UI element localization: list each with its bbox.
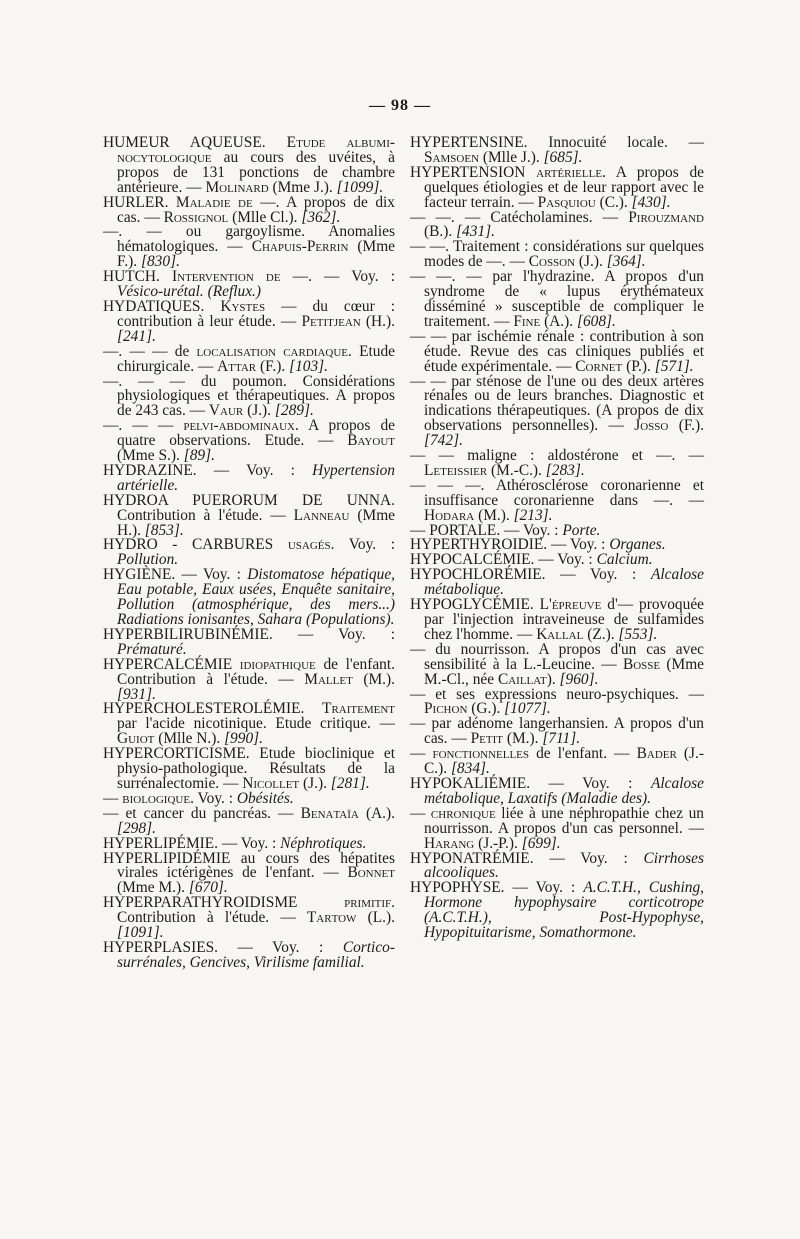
italic-text: Pollution.	[117, 551, 179, 569]
italic-text: Distomatose hépatique, Eau potable, Eaux usées, Enquête sanitaire, Pollution (atmosphérique, des mers...) Radiations ionisantes, Sahara (Populations).	[117, 566, 395, 628]
small-caps-text: pelvi-abdominaux	[183, 417, 295, 435]
small-caps-text: Kallal	[536, 625, 584, 643]
italic-text: Alcalose métabolique.	[424, 566, 704, 599]
small-caps-text: Petit	[470, 730, 503, 748]
index-entry	[103, 372, 395, 420]
small-caps-text: primitif	[344, 894, 392, 912]
small-caps-text: Nicollet	[242, 774, 300, 792]
italic-text: Cirrhoses alcooliques.	[424, 849, 704, 882]
italic-text: Vésico-urétal. (Reflux.)	[117, 283, 262, 301]
italic-text: Obésités.	[236, 789, 294, 807]
small-caps-text: Leteissier	[424, 461, 488, 479]
entry-text: —	[410, 745, 433, 763]
small-caps-text: Petitjean	[301, 312, 361, 330]
index-entry	[103, 804, 395, 837]
index-column-right	[410, 136, 704, 941]
small-caps-text: Intervention de	[171, 268, 281, 286]
small-caps-text: Molinard	[205, 178, 269, 196]
entry-text: HYPONATRÉMIE. — Voy. :	[410, 849, 644, 867]
italic-text: Organes.	[609, 536, 666, 554]
small-caps-text: Benataïa	[300, 804, 359, 822]
small-caps-text: Vaur	[208, 402, 244, 420]
entry-text: HYPERTHYROIDIE. — Voy. :	[410, 536, 610, 554]
entry-text: —. — — du poumon. Considérations physiologiques et thérapeutiques. A propos de 243 cas. —	[103, 372, 395, 420]
italic-text: [699].	[521, 834, 561, 852]
entry-text: — et ses expressions neuro-psychiques. —	[410, 685, 704, 703]
small-caps-text: Pirouzmand	[628, 208, 704, 226]
index-entry	[410, 598, 704, 643]
entry-text: HUMEUR AQUEUSE.	[103, 134, 287, 151]
index-entry	[410, 717, 704, 747]
italic-text: Porte.	[562, 521, 601, 539]
entry-text: . A propos de quatre observations. Etude. —	[117, 417, 395, 450]
index-entry	[410, 747, 704, 777]
index-entry	[103, 625, 395, 658]
italic-text: [670].	[188, 879, 228, 897]
italic-text: Néphrotiques.	[280, 834, 367, 852]
index-entry	[103, 896, 395, 941]
entry-text: (P.).	[622, 357, 655, 375]
entry-text: (Mme J.).	[268, 178, 337, 196]
small-caps-text: Chapuis-Perrin	[251, 238, 349, 256]
small-caps-text: Samsoen	[424, 148, 480, 166]
index-entry	[410, 208, 704, 241]
entry-text: HYPOCHLORÉMIE. — Voy. :	[410, 566, 651, 584]
italic-text: [283].	[545, 461, 585, 479]
entry-text: (A.).	[358, 804, 395, 822]
entry-text: HYPOCALCÉMIE. — Voy. :	[410, 551, 597, 569]
italic-text: [685].	[543, 148, 583, 166]
italic-text: [742].	[424, 432, 463, 450]
entry-text: HYPOGLYCÉMIE.	[410, 596, 540, 614]
small-caps-text: Tartow	[306, 909, 357, 927]
entry-text: — par adénome langerhansien. A propos d'un cas. —	[410, 715, 704, 748]
small-caps-text: Guiot	[117, 730, 155, 748]
italic-text: [89].	[183, 447, 215, 465]
index-entry	[103, 491, 395, 539]
entry-text: (Mme M.-Cl., née	[424, 655, 705, 688]
entry-text: (J.).	[243, 402, 275, 420]
entry-text: (M.).	[352, 670, 395, 688]
italic-text: [298].	[117, 819, 156, 837]
entry-text: (Mlle Cl.).	[228, 208, 302, 226]
entry-text: HYPERTENSINE. Innocuité locale. —	[410, 134, 704, 151]
entry-text: —	[103, 789, 123, 807]
small-caps-text: Caillat	[497, 670, 547, 688]
small-caps-text: localisation cardiaque	[196, 342, 348, 360]
index-entry	[103, 538, 395, 568]
index-entry	[103, 655, 395, 703]
entry-text: — —. — par l'hydrazine. A propos d'un syndrome de « lupus érythémateux disséminé » susceptible de compliquer le traitement. —	[410, 268, 704, 330]
italic-text: Prématuré.	[117, 640, 187, 658]
small-caps-text: Lanneau	[293, 506, 350, 524]
entry-text: (F.).	[668, 417, 704, 435]
italic-text: [853].	[144, 521, 184, 539]
entry-text: (J.).	[299, 774, 331, 792]
small-caps-text: Bosse	[622, 655, 661, 673]
entry-text: d'— provoquée par l'injection intraveineuse de sulfamides chez l'homme. —	[424, 596, 704, 643]
entry-text: par l'acide nicotinique. Etude critique. —	[117, 715, 395, 733]
index-entry	[103, 747, 395, 792]
entry-text: (A.).	[540, 312, 577, 330]
italic-text: [362].	[301, 208, 341, 226]
italic-text: [990].	[224, 730, 263, 748]
italic-text: [1077].	[504, 700, 551, 718]
entry-text: HYDRO - CARBURES	[103, 536, 288, 554]
entry-text: (G.).	[467, 700, 505, 718]
entry-text: au cours des uvéites, à propos de 131 ponctions de chambre antérieure. —	[117, 148, 395, 196]
italic-text: [213].	[513, 506, 553, 524]
small-caps-text: Attar	[217, 357, 257, 375]
index-entry	[103, 297, 395, 345]
entry-text: —. — — de	[103, 342, 197, 360]
small-caps-text: artérielle	[536, 163, 603, 181]
entry-text: — du nourrisson. A propos d'un cas avec sensibilité à la L.-Leucine. —	[410, 640, 704, 673]
small-caps-text: Kystes	[220, 297, 266, 315]
index-entry	[103, 702, 395, 747]
italic-text: [931].	[117, 685, 156, 703]
index-entry	[410, 163, 704, 211]
italic-text: [711].	[542, 730, 581, 748]
small-caps-text: Cornet	[575, 357, 623, 375]
entry-text: (J.-C.).	[424, 745, 704, 778]
italic-text: [571].	[654, 357, 694, 375]
entry-text: —	[410, 804, 431, 822]
italic-text: [281].	[330, 774, 370, 792]
entry-text: — — par sténose de l'une ou des deux artères rénales ou de leurs branches. Diagnostic et indications thérapeutiques. (A propos de dix observations personnelles). —	[410, 372, 704, 435]
index-entry	[410, 881, 704, 941]
entry-text: (M.).	[502, 730, 543, 748]
italic-text: [430].	[631, 193, 671, 211]
entry-text: — — par ischémie rénale : contribution à son étude. Revue des cas cliniques publiés et étude expérimentale. —	[410, 327, 704, 375]
italic-text: [830].	[141, 253, 180, 271]
italic-text: [834].	[450, 760, 490, 778]
index-entry	[410, 449, 704, 479]
small-caps-text: Fine	[513, 312, 541, 330]
small-caps-text: usagés	[287, 536, 331, 554]
small-caps-text: Bader	[636, 745, 677, 763]
entry-text: HYDRAZINE. — Voy. :	[103, 461, 313, 479]
entry-text: HYPERLIPÉMIE. — Voy. :	[103, 834, 281, 852]
entry-text: —. — ou gargoylisme. Anomalies hématologiques. —	[103, 223, 395, 256]
index-entry	[410, 640, 705, 688]
small-caps-text: idiopathique	[239, 655, 316, 673]
italic-text: [960].	[559, 670, 599, 688]
italic-text: Calcium.	[596, 551, 653, 569]
entry-text: HYDROA PUERORUM DE UNNA. Contribution à l'étude. —	[103, 491, 395, 524]
entry-text: . Voy. :	[190, 789, 237, 807]
entry-text: — — —. Athérosclérose coronarienne et insuffisance coronarienne dans —. —	[410, 476, 704, 509]
italic-text: [241].	[117, 327, 156, 345]
small-caps-text: fonctionnelles	[432, 745, 530, 763]
italic-text: A.C.T.H., Cushing, Hormone hypophysaire corticotrope (A.C.T.H.), Post-Hypophyse, Hypopituitarisme, Somathormone.	[424, 879, 704, 942]
italic-text: [1099].	[336, 178, 384, 196]
entry-text: HYPERCORTICISME. Etude bioclinique et physio-pathologique. Résultats de la surrénalectomie. —	[103, 745, 395, 792]
entry-text: HYPERPLASIES. — Voy. :	[103, 938, 343, 956]
entry-text: (M.).	[474, 506, 514, 524]
entry-text: (Mme H.).	[117, 506, 395, 539]
small-caps-text: chronique	[430, 804, 496, 822]
entry-text: HYPERCHOLESTEROLÉMIE.	[103, 700, 323, 718]
entry-text: de l'enfant. —	[529, 745, 637, 763]
entry-text: (Mlle N.).	[154, 730, 225, 748]
entry-text: HYGIÈNE. — Voy. :	[103, 566, 248, 584]
small-caps-text: Bayout	[347, 432, 395, 450]
entry-text: (Mlle J.).	[479, 148, 544, 166]
italic-text: [553].	[618, 625, 658, 643]
page-number: — 98 —	[369, 97, 431, 114]
entry-text: (F.).	[256, 357, 290, 375]
entry-text: — et cancer du pancréas. —	[103, 804, 301, 822]
entry-text: HYPERBILIRUBINÉMIE. — Voy. :	[103, 625, 395, 643]
small-caps-text: Rossignol	[163, 208, 229, 226]
small-caps-text: Harang	[424, 834, 475, 852]
entry-text: (M.-C.).	[487, 461, 546, 479]
entry-text: — PORTALE. — Voy. :	[410, 521, 563, 539]
entry-text: HYPOPHYSE. — Voy. :	[410, 879, 584, 897]
entry-text: (J.).	[575, 253, 607, 271]
index-entry	[103, 342, 395, 375]
index-entry	[410, 240, 704, 270]
index-entry	[410, 136, 704, 166]
index-entry	[410, 372, 704, 450]
entry-text: (B.).	[424, 223, 457, 241]
index-entry	[410, 804, 704, 852]
index-entry	[103, 419, 395, 464]
entry-text: (Mme F.).	[117, 238, 396, 271]
small-caps-text: Bonnet	[347, 864, 395, 882]
small-caps-text: Pasquiou	[537, 193, 596, 211]
entry-text: — —. — Catécholamines. —	[410, 208, 629, 226]
entry-text: HUTCH.	[103, 268, 172, 286]
entry-text: — du cœur : contribution à leur étude. —	[117, 297, 395, 330]
entry-text: (L.).	[356, 909, 395, 927]
italic-text: [364].	[606, 253, 646, 271]
index-entry	[410, 568, 704, 598]
entry-text: (Mme M.).	[117, 879, 189, 897]
small-caps-text: Traitement	[322, 700, 395, 718]
entry-text: . Voy. :	[330, 536, 395, 554]
index-entry	[103, 938, 395, 971]
italic-text: [289].	[274, 402, 314, 420]
entry-text: . Contribution à l'étude. —	[117, 894, 395, 927]
entry-text: (J.-P.).	[474, 834, 522, 852]
entry-text: HYPERPARATHYROIDISME	[103, 894, 345, 912]
index-entry	[103, 849, 395, 897]
entry-text: (Mme S.).	[117, 447, 184, 465]
index-column-left	[103, 136, 395, 971]
entry-text: HYPERTENSION	[410, 163, 537, 181]
entry-text: —. A propos de dix cas. —	[117, 193, 395, 226]
index-entry	[103, 461, 395, 494]
entry-text: HYPERLIPIDÉMIE au cours des hépatites virales ictérigènes de l'enfant. —	[103, 849, 395, 882]
entry-text: ).	[546, 670, 560, 688]
small-caps-text: Hodara	[424, 506, 475, 524]
small-caps-text: Mallet	[304, 670, 353, 688]
entry-text: (C.).	[595, 193, 632, 211]
index-entry	[410, 476, 704, 524]
small-caps-text: Maladie de	[175, 193, 253, 211]
italic-text: Corticosurrénales, Gencives, Virilisme familial.	[117, 938, 395, 971]
small-caps-text: Pichon	[424, 700, 468, 718]
entry-text: (H.).	[360, 312, 395, 330]
index-entry	[103, 193, 395, 226]
italic-text: [608].	[576, 312, 616, 330]
entry-text: de l'enfant. Contribution à l'étude. —	[117, 655, 395, 688]
entry-text: (Z.).	[583, 625, 619, 643]
entry-text: HYDATIQUES.	[103, 297, 221, 315]
entry-text: . Etude chirurgicale. —	[117, 342, 395, 375]
index-entry	[103, 568, 395, 628]
entry-text: HYPERCALCÉMIE	[103, 655, 240, 673]
entry-text: HURLER.	[103, 193, 176, 211]
entry-text: — —. Traitement : considérations sur quelques modes de —. —	[410, 238, 704, 271]
index-entry	[103, 225, 395, 270]
italic-text: [103].	[289, 357, 328, 375]
index-entry	[410, 685, 704, 718]
italic-text: Hypertension artérielle.	[117, 461, 395, 494]
small-caps-text: L'épreuve	[539, 596, 602, 614]
small-caps-text: biologique	[122, 789, 191, 807]
entry-text: liée à une néphropathie chez un nourrisson. A propos d'un cas personnel. —	[424, 804, 704, 837]
index-entry	[103, 136, 395, 196]
index-entry	[103, 270, 395, 300]
entry-text: HYPOKALIÉMIE. — Voy. :	[410, 774, 651, 792]
small-caps-text: Cosson	[528, 253, 576, 271]
entry-text: . A propos de quelques étiologies et de leur rapport avec le facteur terrain. —	[424, 163, 704, 211]
index-entry	[410, 270, 704, 330]
index-entry	[410, 327, 704, 375]
entry-text: —. — Voy. :	[280, 268, 395, 286]
entry-text: — — maligne : aldostérone et —. —	[410, 447, 704, 465]
italic-text: [431].	[456, 223, 495, 241]
italic-text: Alcalose métabolique, Laxatifs (Maladie des).	[424, 774, 704, 807]
small-caps-text: Josso	[634, 417, 669, 435]
small-caps-text: Etude albuminocytologique	[117, 134, 395, 166]
index-entry	[410, 849, 704, 882]
entry-text: —. — —	[103, 417, 184, 435]
index-entry	[410, 774, 704, 807]
italic-text: [1091].	[117, 924, 164, 942]
